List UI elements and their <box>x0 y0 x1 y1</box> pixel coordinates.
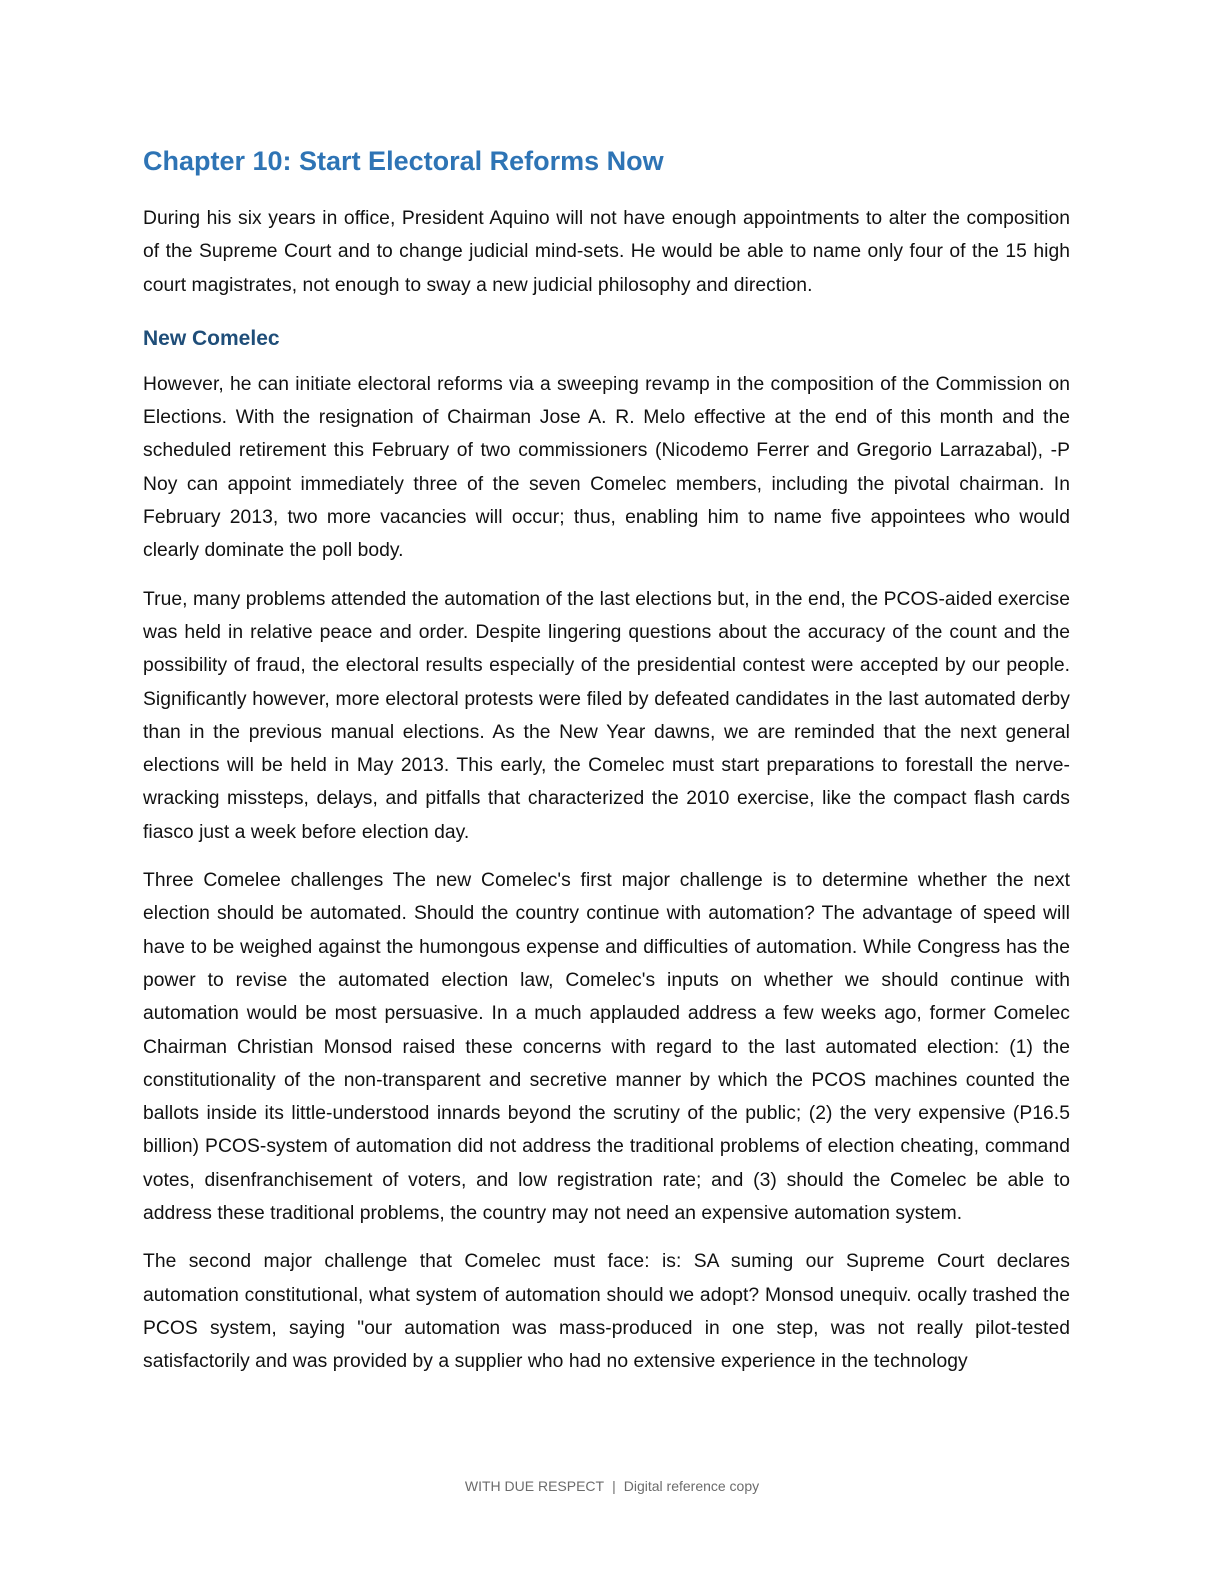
footer-copy-note: Digital reference copy <box>623 1478 760 1494</box>
body-paragraph-3: Three Comelee challenges The new Comelec's first major challenge is to determine whether the next election should be automated. Should the country continue with automation? The advantage of speed will have to be weighed against the humongous expense and difficulties of automation. While Congress has the power to revise the automated election law, Comelec's inputs on whether we should continue with automation would be most persuasive. In a much applauded address a few weeks ago, former Comelec Chairman Christian Monsod raised these concerns with regard to the last automated election: (1) the constitutionality of the non-transparent and secretive manner by which the PCOS machines counted the ballots inside its little-understood innards beyond the scrutiny of the public; (2) the very expensive (P16.5 billion) PCOS-system of automation did not address the traditional problems of election cheating, command votes, disenfranchisement of voters, and low registration rate; and (3) should the Comelec be able to address these traditional problems, the country may not need an expensive automation system. <box>143 870 1070 1225</box>
body-paragraph-4: The second major challenge that Comelec must face: is: SA suming our Supreme Court declares automation constitutional, what system of automation should we adopt? Monsod unequiv. ocally trashed the PCOS system, saying "our automation was mass-produced in one step, was not really pilot-tested satisfactorily and was provided by a supplier who had no extensive experience in the technology <box>143 1251 1070 1373</box>
body-paragraph-2: True, many problems attended the automation of the last elections but, in the end, the PCOS-aided exercise was held in relative peace and order. Despite lingering questions about the accuracy of the count and the possibility of fraud, the electoral results especially of the presidential contest were accepted by our people. Significantly however, more electoral protests were filed by defeated candidates in the last automated derby than in the previous manual elections. As the New Year dawns, we are reminded that the next general elections will be held in May 2013. This early, the Comelec must start preparations to forestall the nerve-wracking missteps, delays, and pitfalls that characterized the 2010 exercise, like the compact flash cards fiasco just a week before election day. <box>143 588 1070 843</box>
footer-separator: | <box>612 1478 616 1494</box>
footer-book-title: WITH DUE RESPECT <box>464 1478 605 1494</box>
body-paragraph-1: However, he can initiate electoral reforms via a sweeping revamp in the composition of the Commission on Elections. With the resignation of Chairman Jose A. R. Melo effective at the end of this month and the scheduled retirement this February of two commissioners (Nicodemo Ferrer and Gregorio Larrazabal), -P Noy can appoint immediately three of the seven Comelec members, including the pivotal chairman. In February 2013, two more vacancies will occur; thus, enabling him to name five appointees who would clearly dominate the poll body. <box>143 373 1070 562</box>
page-content <box>143 140 1070 1394</box>
intro-paragraph: During his six years in office, President Aquino will not have enough appointments to alter the composition of the Supreme Court and to change judicial mind-sets. He would be able to name only four of the 15 high court magistrates, not enough to sway a new judicial philosophy and direction. <box>143 208 1070 296</box>
chapter-title: Chapter 10: Start Electoral Reforms Now <box>143 146 664 176</box>
page-footer <box>0 1478 1224 1494</box>
section-heading: New Comelec <box>143 326 280 350</box>
